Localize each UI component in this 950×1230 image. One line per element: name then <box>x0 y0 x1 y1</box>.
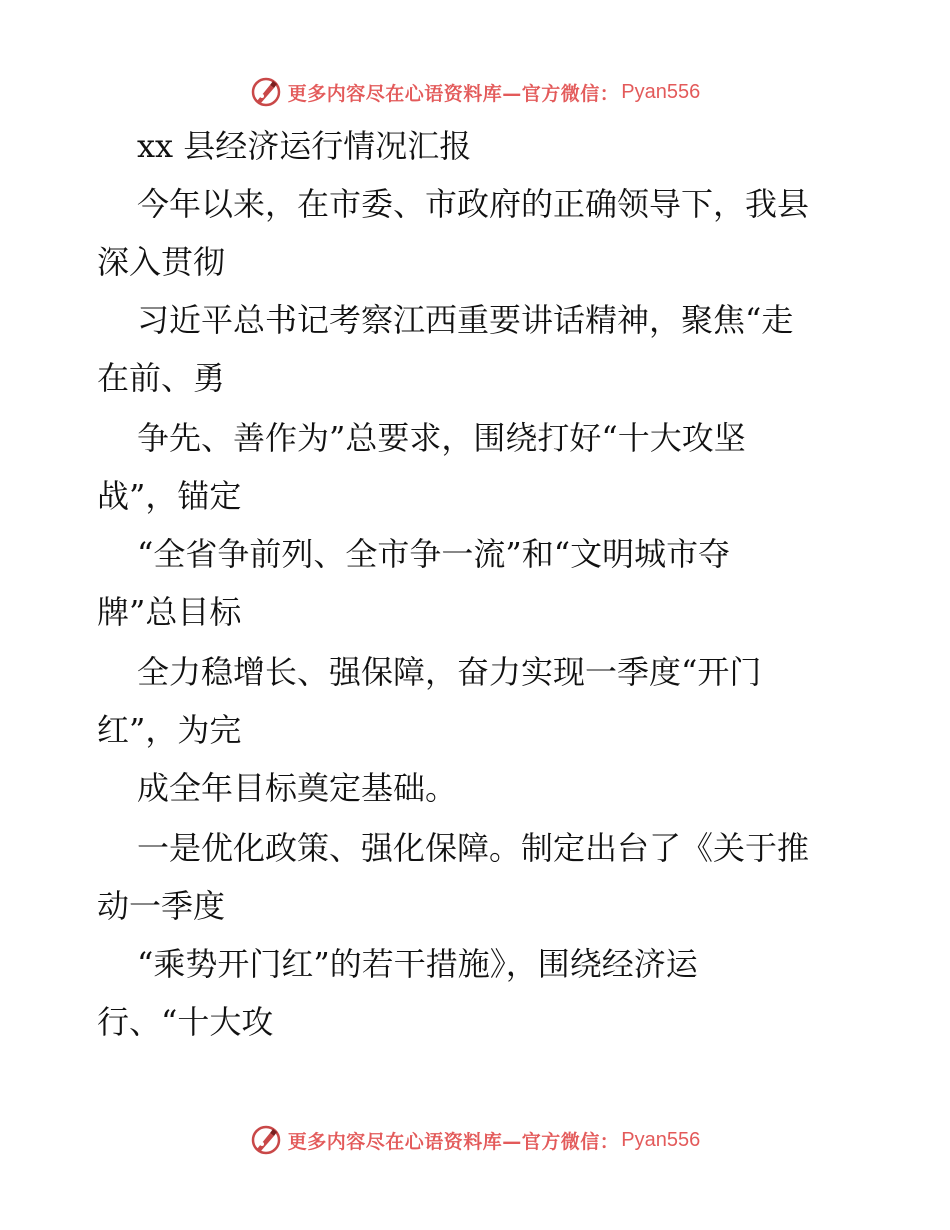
paragraph-line: 行、“十大攻 <box>97 1003 274 1041</box>
paragraph-line: 成全年目标奠定基础。 <box>137 769 458 807</box>
paragraph-line: 一是优化政策、强化保障。制定出台了《关于推 <box>137 829 810 867</box>
paragraph-line: “全省争前列、全市争一流”和“文明城市夺 <box>137 535 731 573</box>
paragraph-line: 牌”总目标 <box>97 593 242 631</box>
banner-text: 更多内容尽在心语资料库—官方微信： <box>287 82 620 105</box>
pen-logo-icon <box>250 76 282 108</box>
header-banner <box>0 72 950 112</box>
footer-banner <box>0 1120 950 1160</box>
paragraph-line: 动一季度 <box>97 887 226 925</box>
paragraph-line: 今年以来，在市委、市政府的正确领导下，我县 <box>137 185 810 223</box>
paragraph-line: 在前、勇 <box>97 359 226 397</box>
pen-logo-icon <box>250 1124 282 1156</box>
banner-wechat-id: Pyan556 <box>621 1128 701 1151</box>
paragraph-line: 争先、善作为”总要求，围绕打好“十大攻坚 <box>137 419 746 457</box>
paragraph-line: “乘势开门红”的若干措施》，围绕经济运 <box>137 945 698 983</box>
paragraph-line: 红”，为完 <box>97 711 242 749</box>
paragraph-line: 全力稳增长、强保障，奋力实现一季度“开门 <box>137 653 762 691</box>
paragraph-line: 习近平总书记考察江西重要讲话精神，聚焦“走 <box>137 301 794 339</box>
banner-wechat-id: Pyan556 <box>621 80 701 103</box>
paragraph-line: 深入贯彻 <box>97 243 226 281</box>
banner-text: 更多内容尽在心语资料库—官方微信： <box>287 1130 620 1153</box>
paragraph-line: 战”，锚定 <box>97 477 242 515</box>
document-title: xx 县经济运行情况汇报 <box>137 127 472 165</box>
